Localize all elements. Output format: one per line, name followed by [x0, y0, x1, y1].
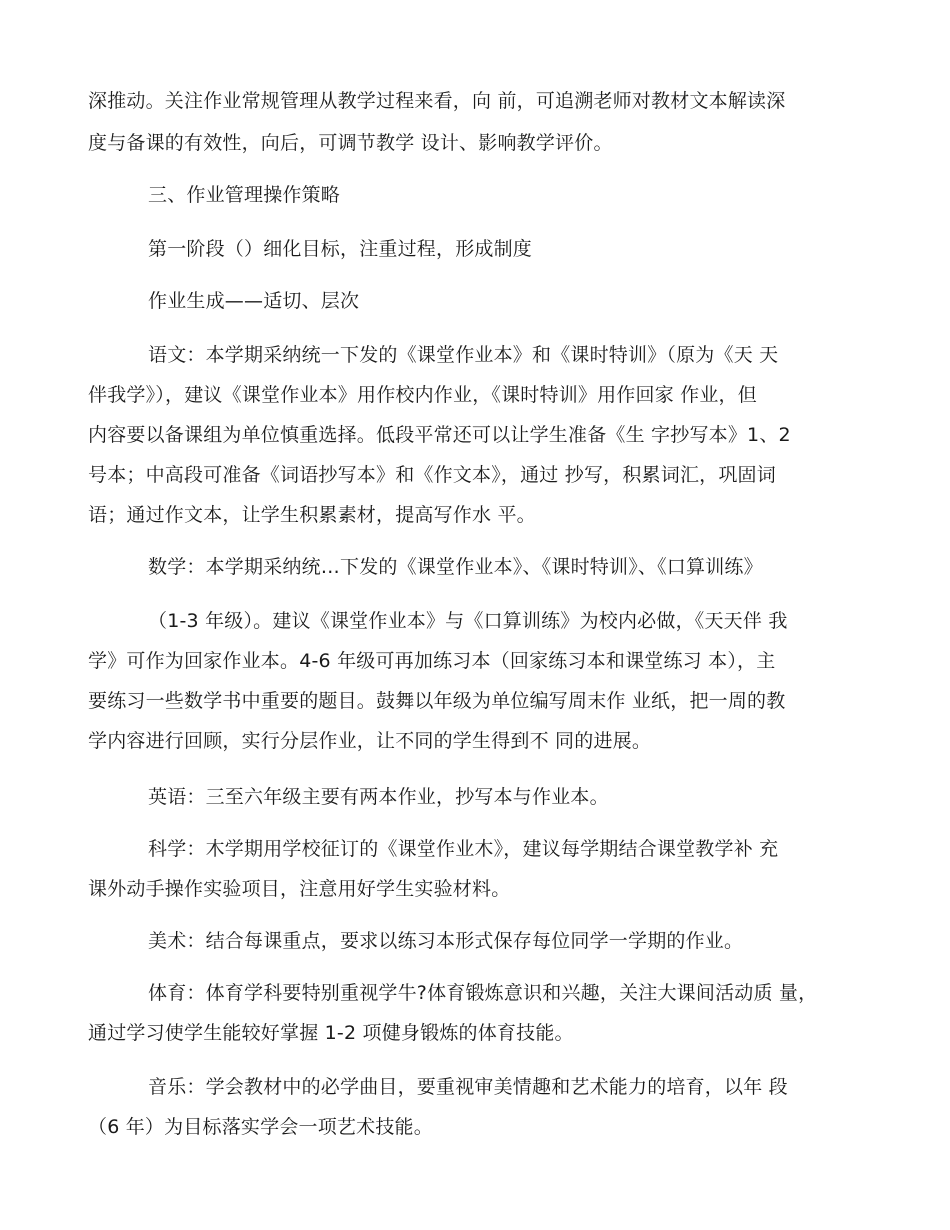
art-paragraph-line: 美术：结合每课重点，要求以练习本形式保存每位同学一学期的作业。	[148, 930, 744, 952]
science-paragraph-line: 科学：木学期用学校征订的《课堂作业木》，建议每学期结合课堂教学补 充	[148, 838, 779, 860]
math-paragraph-line: （1-3 年级）。建议《课堂作业本》与《口算训练》为校内必做，《天天伴 我	[148, 610, 788, 632]
stage-heading: 第一阶段（）细化目标，注重过程，形成制度	[148, 238, 533, 260]
body-text-line: 度与备课的有效性，向后，可调节教学 设计、影响教学评价。	[88, 132, 613, 154]
pe-paragraph-line: 体育：体育学科要特别重视学牛?体育锻炼意识和兴趣，关注大课间活动质 量，	[148, 982, 818, 1004]
math-paragraph-line: 要练习一些数学书中重要的题目。鼓舞以年级为单位编写周末作 业纸，把一周的教	[88, 690, 786, 712]
music-paragraph-line: 音乐：学会教材中的必学曲目，要重视审美情趣和艺术能力的培育，以年 段	[148, 1076, 788, 1098]
math-paragraph-line: 数学：本学期采纳统…下发的《课堂作业本》、《课时特训》、《口算训练》	[148, 556, 763, 578]
subheading: 作业生成——适切、层次	[148, 290, 360, 312]
math-paragraph-line: 学》可作为回家作业本。4-6 年级可再加练习本（回家练习本和课堂练习 本），主	[88, 650, 776, 672]
english-paragraph-line: 英语：三至六年级主要有两本作业，抄写本与作业本。	[148, 786, 609, 808]
chinese-paragraph-line: 伴我学》），建议《课堂作业本》用作校内作业，《课时特训》用作回家 作业，但	[88, 384, 757, 406]
math-paragraph-line: 学内容进行回顾，实行分层作业，让不同的学生得到不 同的进展。	[88, 730, 652, 752]
chinese-paragraph-line: 语文：本学期采纳统一下发的《课堂作业本》和《课时特训》（原为《天 天	[148, 344, 779, 366]
chinese-paragraph-line: 内容要以备课组为单位慎重选择。低段平常还可以让学生准备《生 字抄写本》1、2	[88, 424, 791, 446]
music-paragraph-line: （6 年）为目标落实学会一项艺术技能。	[88, 1116, 433, 1138]
pe-paragraph-line: 通过学习使学生能较好掌握 1-2 项健身锻炼的体育技能。	[88, 1022, 574, 1044]
science-paragraph-line: 课外动手操作实验项目，注意用好学生实验材料。	[88, 878, 511, 900]
section-heading: 三、作业管理操作策略	[148, 184, 341, 206]
chinese-paragraph-line: 语；通过作文本，让学生积累素材，提高写作水 平。	[88, 504, 536, 526]
chinese-paragraph-line: 号本；中高段可准备《词语抄写本》和《作文本》，通过 抄写，积累词汇，巩固词	[88, 464, 776, 486]
body-text-line: 深推动。关注作业常规管理从教学过程来看，向 前，可追溯老师对教材文本解读深	[88, 90, 786, 112]
